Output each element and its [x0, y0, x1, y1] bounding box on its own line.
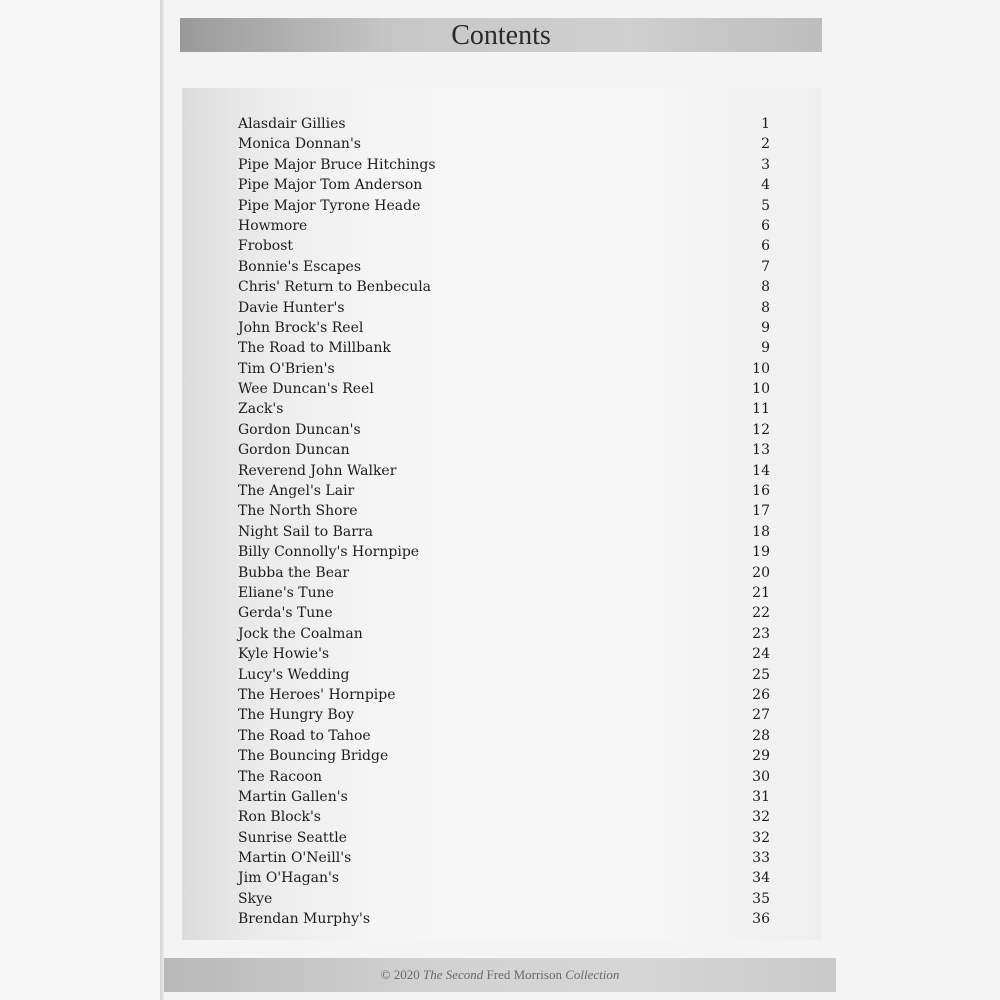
toc-entry — [238, 646, 770, 666]
toc-entry-title: Night Sail to Barra — [238, 523, 373, 540]
toc-entry — [238, 381, 770, 401]
toc-entry-title: John Brock's Reel — [238, 319, 364, 336]
toc-entry-page: 23 — [752, 625, 770, 642]
toc-entry-page: 10 — [752, 360, 770, 377]
toc-entry-page: 18 — [752, 523, 770, 540]
toc-entry — [238, 830, 770, 850]
toc-entry-title: Zack's — [238, 401, 284, 418]
toc-entry-title: Davie Hunter's — [238, 299, 345, 316]
toc-entry — [238, 707, 770, 727]
toc-entry-title: Reverend John Walker — [238, 462, 397, 479]
footer-middle: Fred Morrison — [483, 967, 566, 982]
toc-entry — [238, 524, 770, 544]
toc-entry-title: Pipe Major Tom Anderson — [238, 177, 423, 194]
toc-entry-title: The Angel's Lair — [238, 483, 355, 500]
page-title: Contents — [451, 20, 551, 51]
toc-entry-page: 1 — [761, 116, 770, 132]
toc-entry — [238, 565, 770, 585]
toc-entry-title: Billy Connolly's Hornpipe — [238, 544, 420, 561]
toc-entry-page: 19 — [752, 544, 770, 561]
toc-entry — [238, 340, 770, 360]
footer-italic-2: Collection — [565, 967, 620, 982]
toc-entry-title: Ron Block's — [238, 809, 321, 826]
toc-entry — [238, 809, 770, 829]
toc-entry-page: 22 — [752, 605, 770, 622]
toc-entry-page: 7 — [761, 258, 770, 275]
toc-entry-title: Frobost — [238, 238, 294, 255]
toc-entry — [238, 238, 770, 258]
toc-entry — [238, 585, 770, 605]
toc-entry-title: Wee Duncan's Reel — [238, 381, 374, 398]
toc-entry — [238, 891, 770, 911]
toc-entry-page: 32 — [752, 829, 770, 846]
toc-entry — [238, 911, 770, 931]
toc-entry-page: 24 — [752, 646, 770, 663]
toc-entry-title: The Hungry Boy — [238, 707, 354, 724]
toc-entry-title: The Racoon — [238, 768, 323, 785]
toc-entry-page: 3 — [761, 156, 770, 173]
toc-entry — [238, 177, 770, 197]
toc-entry-page: 17 — [752, 503, 770, 520]
toc-entry-page: 29 — [752, 748, 770, 765]
toc-entry — [238, 850, 770, 870]
toc-entry-page: 25 — [752, 666, 770, 683]
toc-entry-page: 27 — [752, 707, 770, 724]
toc-entry-page: 36 — [752, 911, 770, 928]
toc-entry — [238, 748, 770, 768]
toc-entry — [238, 463, 770, 483]
toc-entry-title: The Road to Millbank — [238, 340, 391, 357]
toc-entry-title: The Bouncing Bridge — [238, 748, 389, 765]
toc-entry — [238, 361, 770, 381]
toc-entry-page: 30 — [752, 768, 770, 785]
toc-entry-title: Gordon Duncan — [238, 442, 350, 459]
toc-entry-page: 11 — [752, 401, 770, 418]
toc-entry-page: 31 — [752, 788, 770, 805]
left-margin — [0, 0, 162, 1000]
toc-entry-title: Gordon Duncan's — [238, 421, 361, 438]
toc-entry — [238, 626, 770, 646]
toc-entry-page: 13 — [752, 442, 770, 459]
toc-entry-title: Jock the Coalman — [238, 625, 363, 642]
toc-entry-title: The North Shore — [238, 503, 358, 520]
toc-entry-page: 4 — [761, 177, 770, 194]
toc-entry — [238, 157, 770, 177]
toc-entry-title: Pipe Major Bruce Hitchings — [238, 156, 436, 173]
toc-entry-page: 5 — [761, 197, 770, 214]
toc-entry — [238, 136, 770, 156]
contents-list — [238, 116, 770, 932]
toc-entry-page: 20 — [752, 564, 770, 581]
toc-entry-title: Martin Gallen's — [238, 788, 348, 805]
toc-entry — [238, 870, 770, 890]
toc-entry-title: Alasdair Gillies — [238, 116, 346, 132]
toc-entry-title: Kyle Howie's — [238, 646, 330, 663]
toc-entry — [238, 198, 770, 218]
toc-entry-title: Eliane's Tune — [238, 584, 334, 601]
toc-entry — [238, 483, 770, 503]
toc-entry-page: 16 — [752, 483, 770, 500]
toc-entry-page: 9 — [761, 340, 770, 357]
toc-entry-title: Howmore — [238, 217, 308, 234]
toc-entry-title: Monica Donnan's — [238, 136, 361, 153]
toc-entry — [238, 544, 770, 564]
toc-entry — [238, 769, 770, 789]
toc-entry-page: 2 — [761, 136, 770, 153]
toc-entry — [238, 728, 770, 748]
footer-italic-1: The Second — [422, 967, 484, 982]
toc-entry-title: Martin O'Neill's — [238, 850, 352, 867]
toc-entry-title: Bonnie's Escapes — [238, 258, 362, 275]
toc-entry-title: Skye — [238, 890, 273, 907]
toc-entry — [238, 218, 770, 238]
toc-entry-title: Lucy's Wedding — [238, 666, 350, 683]
toc-entry-page: 10 — [752, 381, 770, 398]
toc-entry-title: Pipe Major Tyrone Heade — [238, 197, 421, 214]
toc-entry-title: The Heroes' Hornpipe — [238, 686, 396, 703]
toc-entry-page: 9 — [761, 319, 770, 336]
toc-entry-page: 12 — [752, 421, 770, 438]
toc-entry — [238, 605, 770, 625]
toc-entry-page: 32 — [752, 809, 770, 826]
toc-entry-page: 34 — [752, 870, 770, 887]
toc-entry-title: Brendan Murphy's — [238, 911, 371, 928]
toc-entry — [238, 320, 770, 340]
toc-entry-page: 8 — [761, 299, 770, 316]
toc-entry — [238, 503, 770, 523]
toc-entry-title: Sunrise Seattle — [238, 829, 347, 846]
toc-entry-page: 33 — [752, 850, 770, 867]
toc-entry-page: 14 — [752, 462, 770, 479]
toc-entry-title: Gerda's Tune — [238, 605, 333, 622]
footer-prefix: © 2020 — [380, 967, 423, 982]
toc-entry — [238, 667, 770, 687]
footer-copyright — [164, 958, 836, 992]
toc-entry-title: Tim O'Brien's — [238, 360, 335, 377]
toc-entry — [238, 259, 770, 279]
toc-entry-page: 6 — [761, 238, 770, 255]
toc-entry-title: The Road to Tahoe — [238, 727, 371, 744]
toc-entry-page: 35 — [752, 890, 770, 907]
toc-entry — [238, 116, 770, 136]
toc-entry-page: 6 — [761, 217, 770, 234]
toc-entry-page: 26 — [752, 686, 770, 703]
toc-entry — [238, 442, 770, 462]
toc-entry-page: 8 — [761, 279, 770, 296]
toc-entry-title: Bubba the Bear — [238, 564, 350, 581]
toc-entry — [238, 687, 770, 707]
toc-entry-page: 28 — [752, 727, 770, 744]
toc-entry — [238, 401, 770, 421]
toc-entry — [238, 279, 770, 299]
toc-entry-title: Jim O'Hagan's — [238, 870, 340, 887]
toc-entry-title: Chris' Return to Benbecula — [238, 279, 432, 296]
toc-entry — [238, 789, 770, 809]
toc-entry — [238, 422, 770, 442]
toc-entry — [238, 300, 770, 320]
toc-entry-page: 21 — [752, 584, 770, 601]
